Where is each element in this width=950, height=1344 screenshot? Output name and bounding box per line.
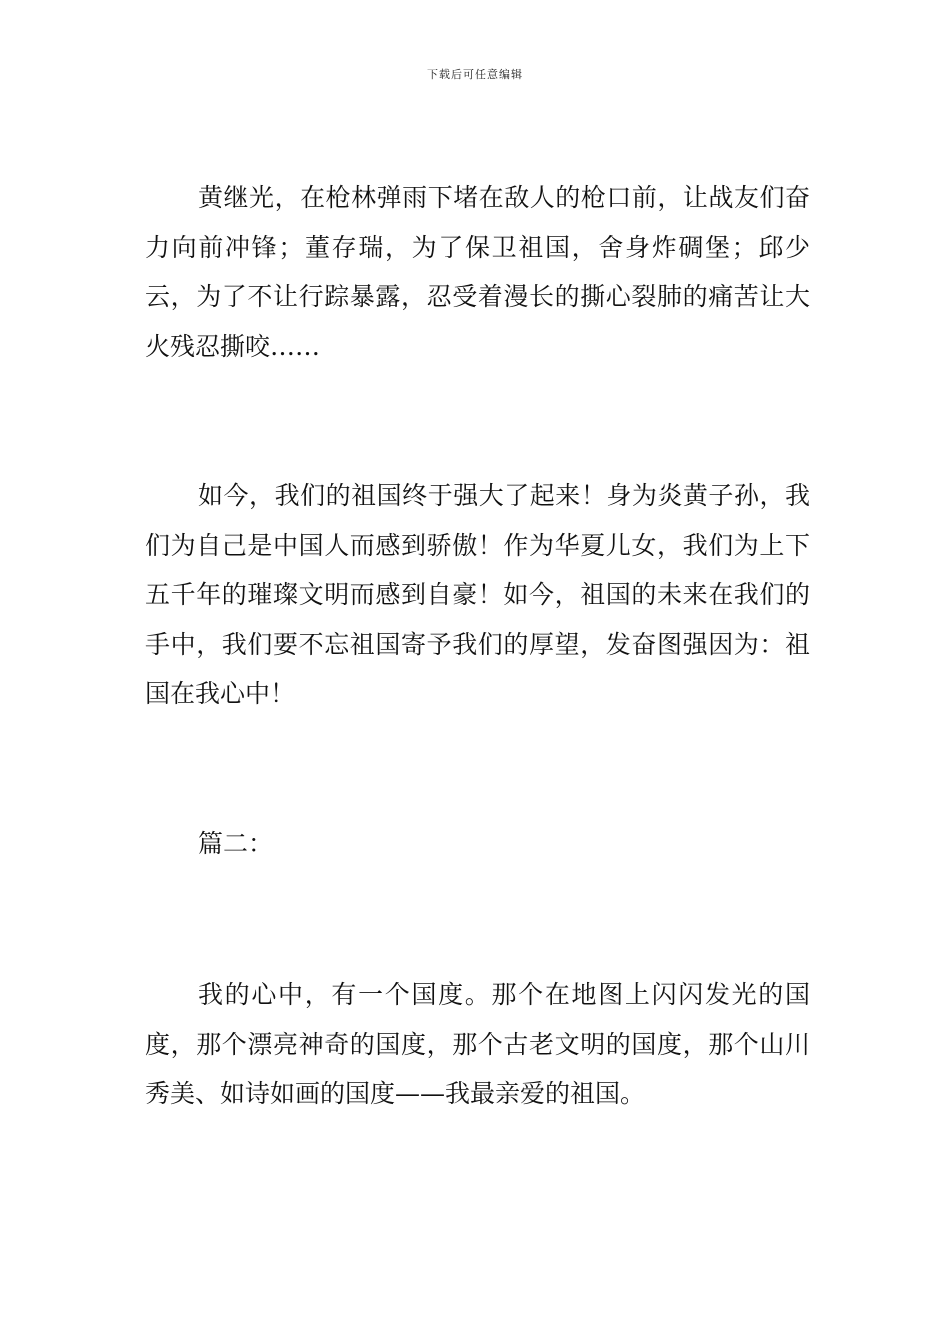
page-header: 下载后可任意编辑 xyxy=(427,68,523,81)
paragraph-heroes: 黄继光，在枪林弹雨下堵在敌人的枪口前，让战友们奋力向前冲锋；董存瑞，为了保卫祖国，舍身炸碉堡；邱少云，为了不让行踪暴露，忍受着漫长的撕心裂肺的痛苦让大火残忍撕咬…… xyxy=(145,183,810,361)
section-heading: 篇二： xyxy=(198,829,274,858)
paragraph-motherland: 我的心中，有一个国度。那个在地图上闪闪发光的国度，那个漂亮神奇的国度，那个古老文明的国度，那个山川秀美、如诗如画的国度——我最亲爱的祖国。 xyxy=(145,980,810,1108)
paragraph-pride: 如今，我们的祖国终于强大了起来！身为炎黄子孙，我们为自己是中国人而感到骄傲！作为华夏儿女，我们为上下五千年的璀璨文明而感到自豪！如今，祖国的未来在我们的手中，我们要不忘祖国寄予我们的厚望，发奋图强因为：祖国在我心中！ xyxy=(145,481,810,708)
